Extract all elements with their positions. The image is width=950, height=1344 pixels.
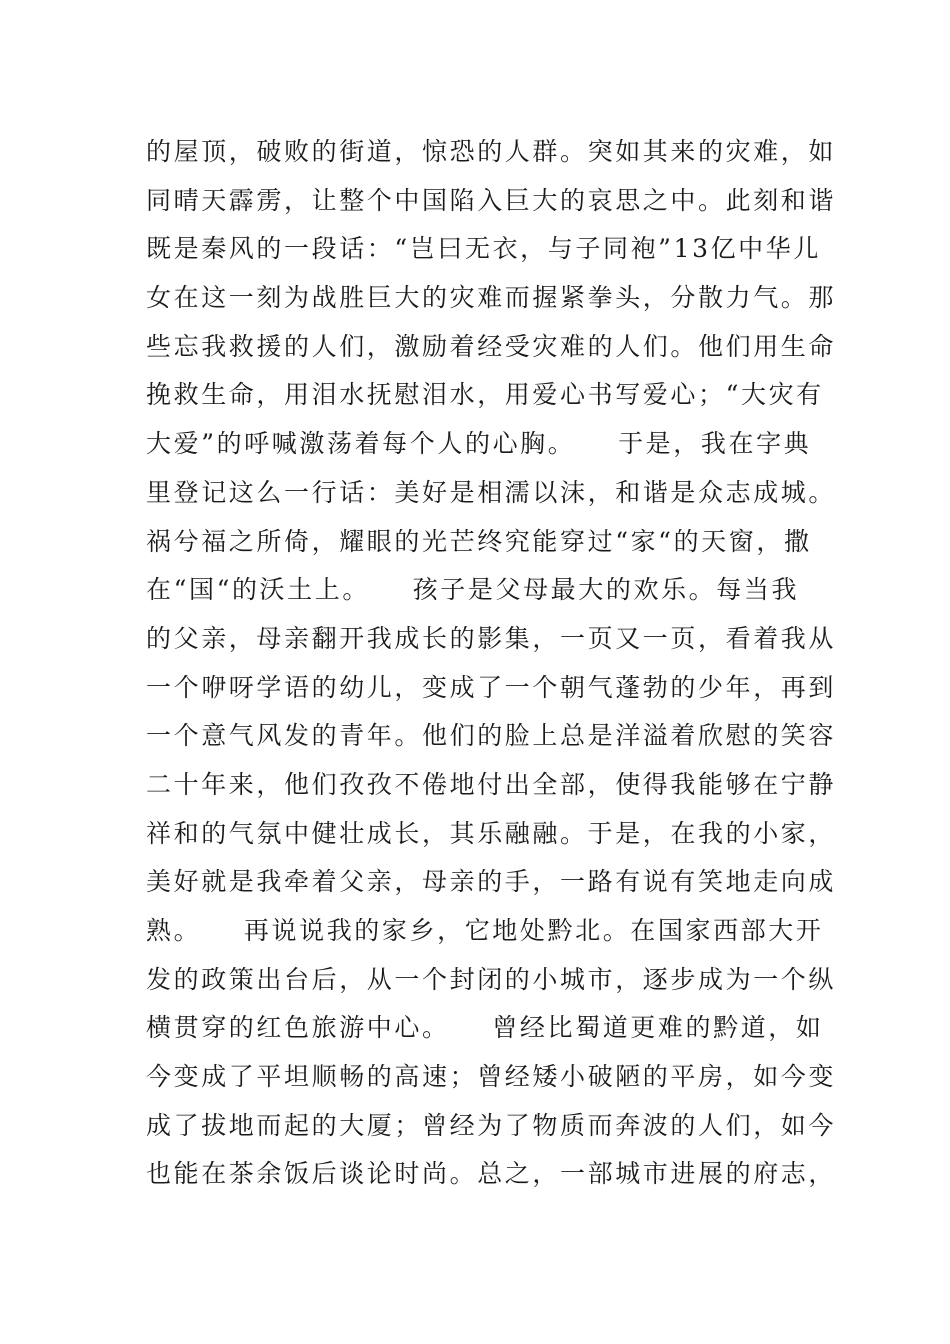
text-line: 同晴天霹雳，让整个中国陷入巨大的哀思之中。此刻和谐 bbox=[146, 185, 837, 215]
text-line: 今变成了平坦顺畅的高速；曾经矮小破陋的平房，如今变 bbox=[146, 1062, 837, 1092]
text-line: 既是秦风的一段话：“岂曰无衣，与子同袍”13亿中华儿 bbox=[146, 234, 821, 264]
text-line: 也能在茶余饭后谈论时尚。总之，一部城市进展的府志， bbox=[146, 1159, 837, 1189]
text-line: 一个咿呀学语的幼儿，变成了一个朝气蓬勃的少年，再到 bbox=[146, 672, 837, 702]
text-line: 里登记这么一行话：美好是相濡以沫，和谐是众志成城。 bbox=[146, 477, 837, 507]
text-line: 熟。 再说说我的家乡，它地处黔北。在国家西部大开 bbox=[146, 916, 824, 945]
text-line: 祥和的气氛中健壮成长，其乐融融。于是，在我的小家， bbox=[146, 818, 837, 848]
text-line: 发的政策出台后，从一个封闭的小城市，逐步成为一个纵 bbox=[146, 964, 837, 994]
text-line: 横贯穿的红色旅游中心。 曾经比蜀道更难的黔道，如 bbox=[146, 1013, 824, 1043]
body-text bbox=[146, 128, 837, 1199]
text-line: 女在这一刻为战胜巨大的灾难而握紧拳头，分散力气。那 bbox=[146, 283, 837, 313]
text-line: 祸兮福之所倚，耀眼的光芒终究能穿过“家“的天窗，撒 bbox=[146, 526, 812, 556]
text-line: 一个意气风发的青年。他们的脸上总是洋溢着欣慰的笑容 bbox=[146, 721, 837, 751]
text-line: 在“国“的沃土上。 孩子是父母最大的欢乐。每当我 bbox=[146, 575, 800, 605]
text-line: 挽救生命，用泪水抚慰泪水，用爱心书写爱心；“大灾有 bbox=[146, 380, 824, 410]
text-line: 的父亲，母亲翻开我成长的影集，一页又一页，看着我从 bbox=[146, 623, 837, 653]
text-line: 二十年来，他们孜孜不倦地付出全部，使得我能够在宁静 bbox=[146, 769, 837, 799]
text-line: 的屋顶，破败的街道，惊恐的人群。突如其来的灾难，如 bbox=[146, 137, 837, 166]
text-line: 美好就是我牵着父亲，母亲的手，一路有说有笑地走向成 bbox=[146, 867, 837, 897]
text-line: 些忘我救援的人们，激励着经受灾难的人们。他们用生命 bbox=[146, 331, 837, 361]
text-line: 成了拔地而起的大厦；曾经为了物质而奔波的人们，如今 bbox=[146, 1110, 837, 1140]
text-line: 大爱”的呼喊激荡着每个人的心胸。 于是，我在字典 bbox=[146, 429, 812, 459]
